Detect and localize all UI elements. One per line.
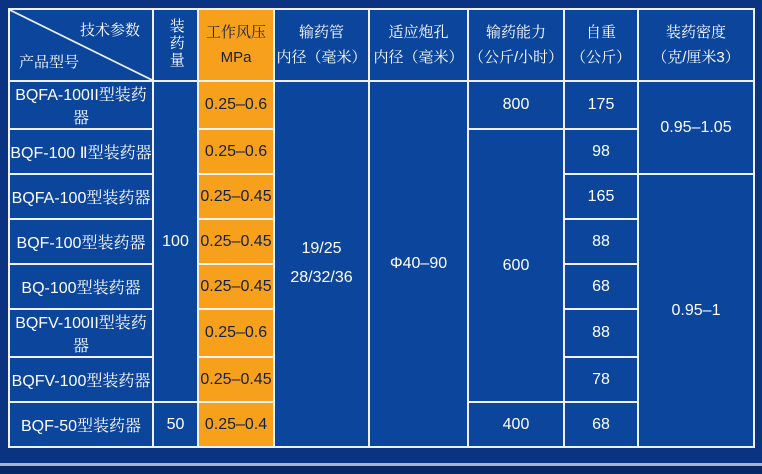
product-cell: BQFV-100型装药器 <box>9 357 153 402</box>
weight-cell: 88 <box>564 309 638 357</box>
product-spec-table <box>8 8 755 448</box>
pressure-cell: 0.25–0.6 <box>198 129 274 174</box>
pipe-diameter-line1: 19/25 <box>301 240 342 258</box>
weight-cell: 98 <box>564 129 638 174</box>
corner-label-product-model: 产品型号 <box>19 54 80 71</box>
pressure-cell: 0.25–0.45 <box>198 219 274 264</box>
header-charge-amount-label: 装药量 <box>167 17 185 69</box>
pipe-diameter-cell <box>274 81 369 447</box>
density-cell-low: 0.95–1 <box>638 174 754 447</box>
header-self-weight <box>564 9 638 81</box>
pressure-cell: 0.25–0.45 <box>198 357 274 402</box>
header-charge-density-line2: （克/厘米3） <box>652 49 740 66</box>
header-working-pressure-line1: 工作风压 <box>205 23 266 41</box>
header-working-pressure <box>198 9 274 81</box>
header-charge-density-line1: 装药密度 <box>665 23 726 41</box>
pressure-cell: 0.25–0.6 <box>198 81 274 129</box>
table-row <box>9 81 754 129</box>
weight-cell: 68 <box>564 264 638 309</box>
header-charge-density <box>638 9 754 81</box>
hole-diameter-cell: Φ40–90 <box>369 81 468 447</box>
weight-cell: 175 <box>564 81 638 129</box>
header-self-weight-line1: 自重 <box>585 23 616 41</box>
header-charge-amount <box>153 9 198 81</box>
header-delivery-capacity-line1: 输药能力 <box>485 23 546 41</box>
pipe-diameter-line2: 28/32/36 <box>290 269 353 286</box>
pressure-cell: 0.25–0.45 <box>198 174 274 219</box>
pressure-cell: 0.25–0.4 <box>198 402 274 447</box>
header-self-weight-line2: （公斤） <box>570 49 631 66</box>
spec-table-wrapper <box>8 8 755 448</box>
header-working-pressure-line2: MPa <box>220 49 252 66</box>
header-delivery-capacity-line2: （公斤/小时） <box>469 49 564 66</box>
capacity-cell-800: 800 <box>468 81 564 129</box>
capacity-cell-400: 400 <box>468 402 564 447</box>
density-cell-high: 0.95–1.05 <box>638 81 754 174</box>
bottom-navy-band <box>0 466 762 474</box>
pressure-cell: 0.25–0.6 <box>198 309 274 357</box>
product-cell: BQF-100型装药器 <box>9 219 153 264</box>
weight-cell: 68 <box>564 402 638 447</box>
product-cell: BQF-50型装药器 <box>9 402 153 447</box>
header-hole-diameter <box>369 9 468 81</box>
corner-label-tech-params: 技术参数 <box>79 22 140 39</box>
corner-header-cell <box>9 9 153 81</box>
header-pipe-diameter <box>274 9 369 81</box>
pressure-cell: 0.25–0.45 <box>198 264 274 309</box>
header-hole-diameter-line1: 适应炮孔 <box>388 23 449 41</box>
header-row <box>9 9 754 81</box>
weight-cell: 165 <box>564 174 638 219</box>
weight-cell: 78 <box>564 357 638 402</box>
product-cell: BQF-100 Ⅱ型装药器 <box>9 129 153 174</box>
charge-amount-cell-50: 50 <box>153 402 198 447</box>
product-cell: BQFA-100II型装药器 <box>9 81 153 129</box>
capacity-cell-600: 600 <box>468 129 564 402</box>
header-hole-diameter-line2: 内径（毫米） <box>373 49 464 66</box>
header-pipe-diameter-line1: 输药管 <box>298 23 344 41</box>
charge-amount-cell-100: 100 <box>153 81 198 402</box>
header-delivery-capacity <box>468 9 564 81</box>
product-cell: BQ-100型装药器 <box>9 264 153 309</box>
header-pipe-diameter-line2: 内径（毫米） <box>276 49 367 66</box>
weight-cell: 88 <box>564 219 638 264</box>
product-cell: BQFA-100型装药器 <box>9 174 153 219</box>
product-cell: BQFV-100II型装药器 <box>9 309 153 357</box>
